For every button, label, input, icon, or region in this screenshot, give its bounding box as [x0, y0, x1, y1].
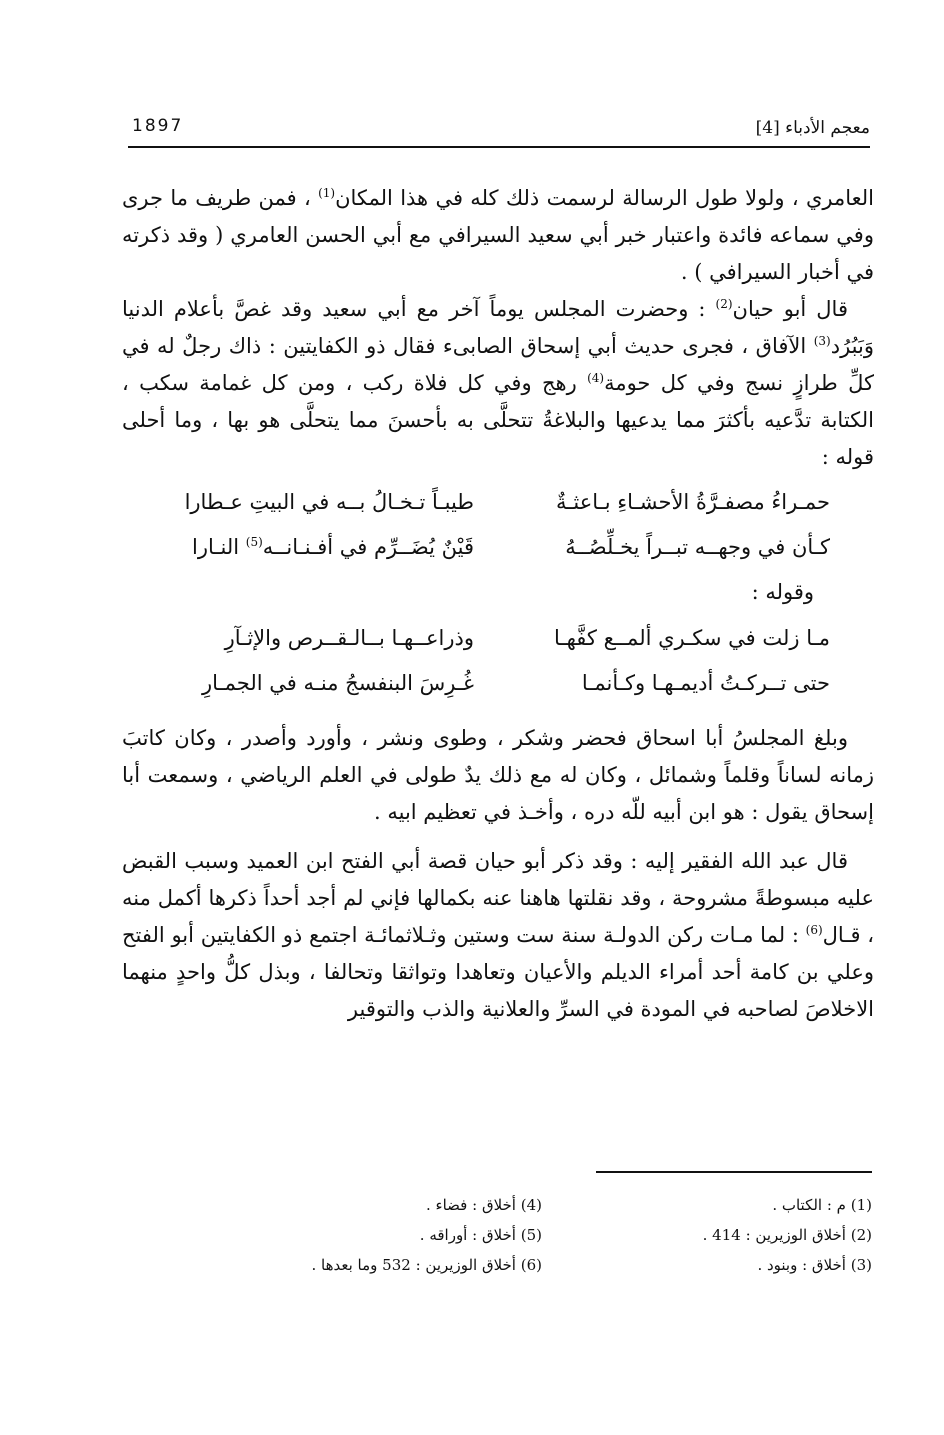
hemistich-left: وذراعــهـا بــالـقــرص والإثـآرِ: [224, 626, 474, 650]
hemistich-left: غُـرِسَ البنفسجُ منـه في الجمـارِ: [201, 671, 474, 695]
verse: [122, 616, 874, 661]
running-title: معجم الأدباء [4]: [755, 118, 870, 138]
footnote-4: (4) أخلاق : فضاء .: [426, 1196, 542, 1214]
footnotes-column-right: [542, 1190, 872, 1280]
footnotes: [190, 1190, 872, 1280]
footnote-5: (5) أخلاق : أوراقه .: [419, 1226, 542, 1244]
footnote-ref-4: (4): [587, 371, 605, 385]
page-number: 1897: [132, 116, 184, 136]
footnote-ref-5: (5): [245, 535, 263, 549]
main-text: [122, 180, 874, 1028]
footnote-ref-1: (1): [318, 186, 336, 200]
hemistich-left: طيبـاً تـخـالُ بــه في البيتِ عـطارا: [184, 490, 474, 514]
footnote-ref-3: (3): [813, 334, 831, 348]
paragraph-4: قال عبد الله الفقير إليه : وقد ذكر أبو حيان قصة أبي الفتح ابن العميد وسبب القبض عليه مبسوطةً مشروحة ، وقد نقلتها هاهنا عنه بكمالها فإني لم أجد أحداً ذكرها أكمل منه ، قـال$^{(6)}$ : لما مـات ركن الدولـة سنة ست وستين وثـلاثمائـة اجتمع ذو الكفايتين أبو الفتح وعلي بن كامة أحد أمراء الديلم والأعيان وتعاهدا وتواثقا وتحالفا ، وبذل كلُّ واحدٍ منهما الاخلاصَ لصاحبه في المودة في السرِّ والعلانية والذب والتوقير: [122, 849, 875, 1021]
running-header: [128, 112, 870, 148]
paragraph-1: العامري ، ولولا طول الرسالة لرسمت ذلك كله في هذا المكان$^{(1)}$ ، فمن طريف ما جرى وفي سماعه فائدة واعتبار خبر أبي سعيد السيرافي مع أبي الحسن العامري ( وقد ذكرته في أخبار السيرافي ) .: [122, 186, 874, 284]
footnote-6: (6) أخلاق الوزيرين : 532 وما بعدها .: [311, 1256, 542, 1274]
hemistich-left: قَيْنٌ يُضَــرِّم في أفـنـانــه$^{(5)}$ النـارا: [192, 535, 474, 559]
verse: [122, 480, 874, 525]
poem-2: [122, 616, 874, 706]
verse: [122, 661, 874, 706]
footnote-1: (1) م : الكتاب .: [772, 1196, 872, 1214]
footnote-3: (3) أخلاق : وبنود .: [757, 1256, 872, 1274]
hemistich-right: حمـراءُ مصفـرَّةُ الأحشـاءِ بـاعثـةٌ: [555, 490, 830, 514]
verse-intro: وقوله :: [751, 580, 814, 604]
hemistich-right: مـا زلت في سكـري ألمــع كفَّهـا: [554, 626, 830, 650]
footnotes-column-left: [190, 1190, 542, 1280]
poem-1: [122, 480, 874, 570]
hemistich-right: كـأن في وجهــه تبــراً يخـلِّصُــهُ: [565, 535, 830, 559]
hemistich-right: حتى تــركـتُ أديمـهـا وكـأنمـا: [581, 671, 830, 695]
paragraph-3: وبلغ المجلسُ أبا اسحاق فحضر وشكر ، وطوى ونشر ، وأورد وأصدر ، وكان كاتبَ زمانه لساناً وقلماً وشمائل ، وكان له مع ذلك يدٌ طولى في العلم الرياضي ، وسمعت أبا إسحاق يقول : هو ابن أبيه للّه دره ، وأخـذ في تعظيم ابيه .: [122, 726, 874, 824]
footnote-ref-6: (6): [805, 923, 823, 937]
footnote-2: (2) أخلاق الوزيرين : 414 .: [702, 1226, 872, 1244]
paragraph-2: قال أبو حيان$^{(2)}$ : وحضرت المجلس يوماً آخر مع أبي سعيد وقد غصَّ بأعلام الدنيا وَبَبُرُد$^{(3)}$ الآفاق ، فجرى حديث أبي إسحاق الصابىء فقال ذو الكفايتين : ذاك رجلٌ له في كلِّ طرازٍ نسج وفي كل حومة$^{(4)}$ رهج وفي كل فلاة ركب ، ومن كل غمامة سكب ، الكتابة تدَّعيه بأكثرَ مما يدعيها والبلاغةُ تتحلَّى به بأحسنَ مما يتحلَّى هو بها ، وما أحلى قوله :: [122, 297, 874, 469]
footnote-separator: [596, 1171, 872, 1173]
verse: [122, 525, 874, 570]
footnote-ref-2: (2): [715, 297, 733, 311]
